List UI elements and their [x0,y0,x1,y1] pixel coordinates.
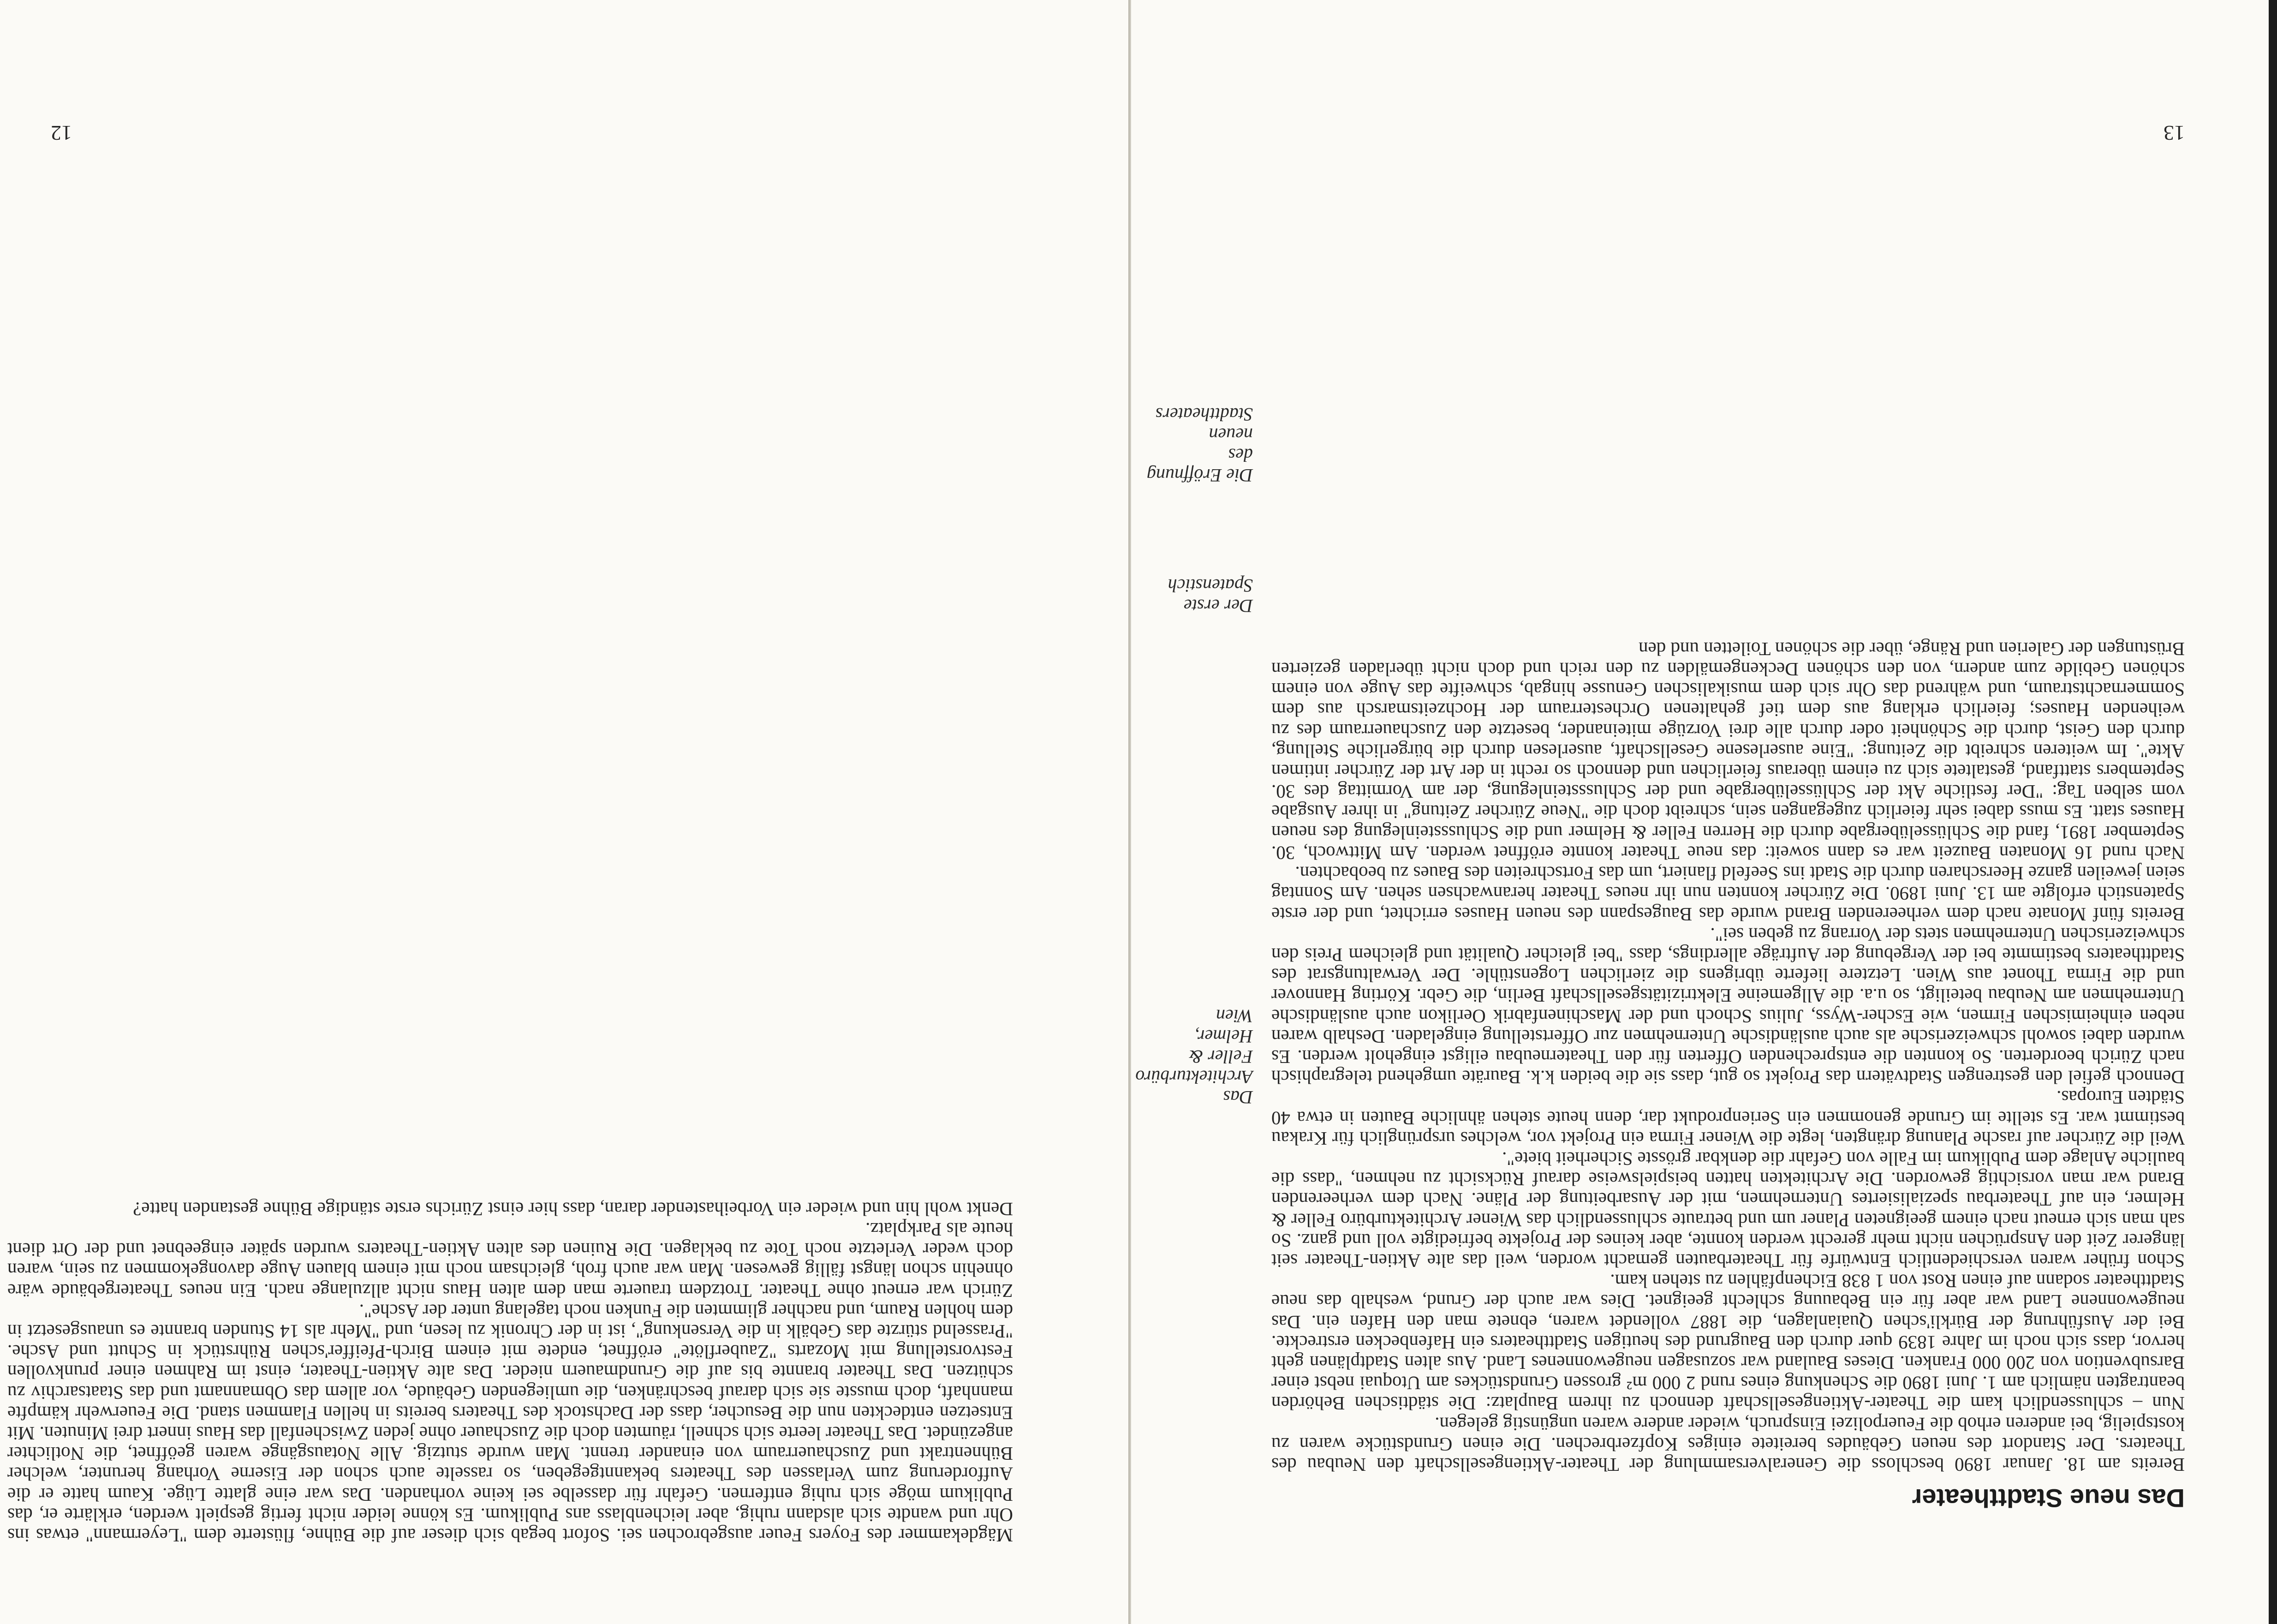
paragraph: Dennoch gefiel den gestrengen Stadtvätern das Projekt so gut, dass sie die beiden k.k. Bauräte umgehend telegraphisch nach Zürich beorderten. So konnten die entsprechenden Offerten für den Theaterneubau eiligst eingeholt werden. Es wurden dabei sowohl schweizerische als auch ausländische Unternehmen zur Offertstellung eingeladen. Deshalb waren neben einheimischen Firmen, wie Escher-Wyss, Julius Schoch und der Maschinenfabrik Oerlikon auch ausländische Unternehmen am Neubau beteiligt, so u.a. die Allgemeine Elektrizitätsgesellschaft Berlin, die Gebr. Körting Hannover und die Firma Thonet aus Wien. Letztere lieferte übrigens die zierlichen Logenstühle. Der Verwaltungsrat des Stadttheaters bestimmte bei der Vergebung der Aufträge allerdings, dass "bei gleicher Qualität und gleichem Preis den schweizerischen Unternehmen stets der Vorrang zu geben sei". [1271,924,2185,1088]
page-13-body [1271,639,2185,1475]
paragraph: Nach rund 16 Monaten Bauzeit war es dann soweit: das neue Theater konnte eröffnet werden. Am Mittwoch, 30. September 1891, fand die Schlüsselübergabe durch die Herren Feller & Helmer und die Schlusssteinlegung des neuen Hauses statt. Es muss dabei sehr feierlich zugegangen sein, schreibt doch die "Neue Zürcher Zeitung" in ihrer Ausgabe vom selben Tag: "Der festliche Akt der Schlüsselübergabe und der Schlusssteinlegung, der am Vormittag des 30. Septembers stattfand, gestaltete sich zu einem überaus feierlichen und dennoch so recht in der Art der Zürcher intimen Akte". Im weiteren schreibt die Zeitung: "Eine auserlesene Gesellschaft, auserlesen durch die bürgerliche Stellung, durch den Geist, durch die Schönheit oder durch alle drei Vorzüge miteinander, besetzte den Zuschauerraum des zu weihenden Hauses; feierlich erklang aus dem tief gehaltenen Orchesterraum der Hochzeitsmarsch aus dem Sommernachtstraum, und während das Ohr sich dem musikalischen Genusse hingab, schweifte das Auge von einem schönen Gebilde zum andern, von den schönen Deckengemälden zu den reich und doch nicht überladen gezierten Brüstungen der Galerien und Ränge, über die schönen Toiletten und den [1271,638,2185,864]
page-number: 13 [2164,121,2185,145]
page-12-body [7,1199,1013,1546]
paragraph: Mägdekammer des Foyers Feuer ausgebrochen sei. Sofort begab sich dieser auf die Bühne, flüsterte dem "Leyermann" etwas ins Ohr und wandte sich alsdann ruhig, aber leichenblass ans Publikum. Es könne leider nicht fertig gespielt werden, erklärte er, das Publikum möge sich ruhig entfernen. Gefahr für dasselbe sei keine vorhanden. Das war eine glatte Lüge. Kaum hatte er die Aufforderung zum Verlassen des Theaters bekanntgegeben, so rasselte auch schon der Eiserne Vorhang herunter, welcher Bühnentrakt und Zuschauerraum von einander trennt. Man wurde stutzig. Alle Notausgänge waren geöffnet, die Notlichter angezündet. Das Theater leerte sich schnell, räumten doch die Zuschauer ohne jeden Zwischenfall das Haus innert drei Minuten. Mit Entsetzen entdeckten nun die Besucher, dass der Dachstock des Theaters bereits in hellen Flammen stand. Die Feuerwehr kämpfte mannhaft, doch musste sie sich darauf beschränken, die umliegenden Gebäude, vor allem das Obmannamt und das Staatsarchiv zu schützen. Das Theater brannte bis auf die Grundmauern nieder. Das alte Aktien-Theater, einst im Rahmen einer prunkvollen Festvorstellung mit Mozarts "Zauberflöte" eröffnet, endete mit einem Birch-Pfeiffer'schen Rührstück in Schutt und Asche. "Prasselnd stürzte das Gebälk in die Versenkung", ist in der Chronik zu lesen, und "Mehr als 14 Stunden brannte es unausgesetzt in dem hohlen Raum, und nachher glimmten die Funken noch tagelang unter der Asche". [7,1300,1013,1546]
section-heading: Das neue Stadttheater [1912,1484,2185,1513]
page-13 [1128,0,2277,1624]
page-number: 12 [51,121,72,145]
margin-note-architects: Das Architekturbüro Feller & Helmer, Wien [1135,1006,1253,1108]
paragraph: Bereits am 18. Januar 1890 beschloss die Generalversammlung der Theater-Aktiengesellschaft den Neubau des Theaters. Der Standort des neuen Gebäudes bereitete einiges Kopfzerbrechen. Die einen Grundstücke waren zu kostspielig, bei anderen erhob die Feuerpolizei Einspruch, wieder andere waren ungünstig gelegen. [1271,1413,2185,1475]
margin-note-opening: Die Eröffnung des neuen Stadttheaters [1147,404,1253,486]
scanner-edge [2269,0,2277,1624]
paragraph: Zürich war erneut ohne Theater. Trotzdem trauerte man dem alten Haus nicht allzulange nach. Ein neues Theatergebäude wäre ohnehin schon längst fällig gewesen. Man war auch froh, gleichsam noch mit einem blauen Auge davongekommen zu sein, waren doch weder Verletzte noch Tote zu beklagen. Die Ruinen des alten Aktien-Theaters wurden später eingeebnet und der Ort dient heute als Parkplatz. [7,1218,1013,1302]
paragraph: Denkt wohl hin und wieder ein Vorbeihastender daran, dass hier einst Zürichs erste ständige Bühne gestanden hatte? [133,1198,1013,1220]
paragraph: Schon früher waren verschiedentlich Entwürfe für Theaterbauten gemacht worden, weil das alte Aktien-Theater seit längerer Zeit den Ansprüchen nicht mehr gerecht werden konnte, aber keines der Projekte befriedigte voll und ganz. So sah man sich erneut nach einem geeigneten Planer um und betraute schlussendlich das Wiener Architekturbüro Feller & Helmer, ein auf Theaterbau spezialisiertes Unternehmen, mit der Ausarbeitung der Pläne. Nach dem verheerenden Brand war man vorsichtig geworden. Die Architekten hatten beispielsweise darauf Rücksicht zu nehmen, "dass die bauliche Anlage dem Publikum im Falle von Gefahr die denkbar grösste Sicherheit biete". [1271,1148,2185,1272]
margin-note-groundbreaking: Der erste Spatenstich [1168,575,1253,616]
paragraph: Nun – schlussendlich kam die Theater-Aktiengesellschaft dennoch zu ihrem Bauplatz: Die städtischen Behörden beantragten nämlich am 1. Juni 1890 die Schenkung eines rund 2 000 m² grossen Grundstückes am Utoquai nebst einer Barsubvention von 200 000 Franken. Dieses Bauland war sozusagen neugewonnenes Land. Aus alten Stadtplänen geht hervor, dass sich noch im Jahre 1839 quer durch den Baugrund des heutigen Stadttheaters ein Hafenbecken erstreckte. Bei der Ausführung der Bürkli'schen Quaianlagen, die 1887 vollendet waren, ebnete man den Hafen ein. Das neugewonnene Land war aber für ein Bebauung schlecht geeignet. Dies war auch der Grund, weshalb das neue Stadttheater sodann auf einen Rost von 1 838 Eichenpfählen zu stehen kam. [1271,1271,2185,1415]
paragraph: Weil die Zürcher auf rasche Planung drängten, legte die Wiener Firma ein Projekt vor, welches ursprünglich für Krakau bestimmt war. Es stellte im Grunde genommen ein Serienprodukt dar, denn heute stehen ähnliche Bauten in etwa 40 Städten Europas. [1271,1087,2185,1149]
paragraph: Bereits fünf Monate nach dem verheerenden Brand wurde das Baugespann des neuen Hauses errichtet, und der erste Spatenstich erfolgte am 13. Juni 1890. Die Zürcher konnten nun ihr neues Theater heranwachsen sehen. Am Sonntag seien jeweilen ganze Heerscharen durch die Stadt ins Seefeld flaniert, um das Fortschreiten des Baues zu beobachten. [1271,863,2185,925]
page-12 [0,0,1128,1624]
